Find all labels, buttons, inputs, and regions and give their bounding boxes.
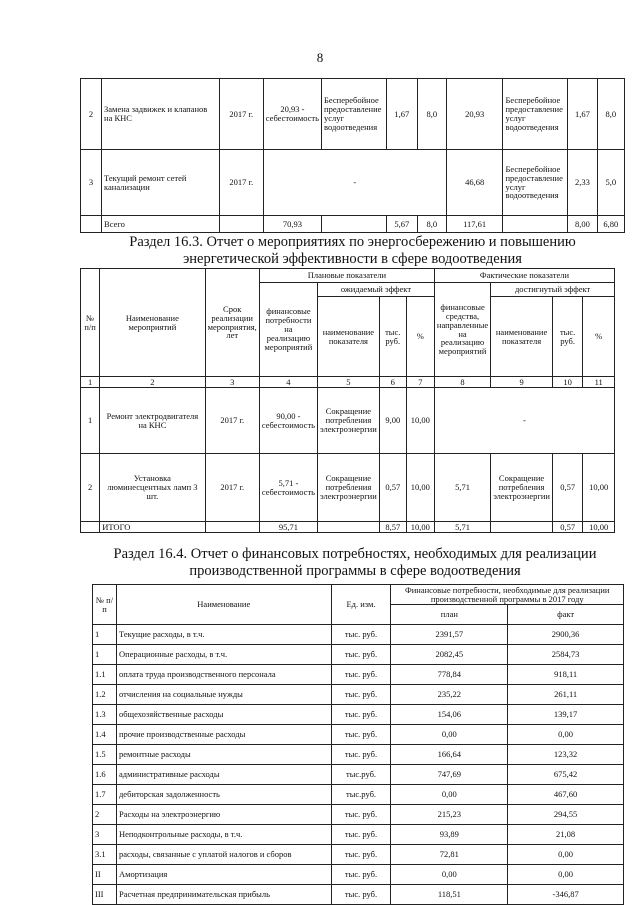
table-row: 1.5 ремонтные расходы тыс. руб. 166,64 123,32 (93, 745, 624, 765)
table-row: 1.2 отчисления на социальные нужды тыс. руб. 235,22 261,11 (93, 685, 624, 705)
section-16-4-title: Раздел 16.4. Отчет о финансовых потребностях, необходимых для реализации производственной программы в сфере водоотведения (113, 546, 597, 579)
table-row: III Расчетная предпринимательская прибыль тыс. руб. 118,51 -346,87 (93, 885, 624, 905)
table-row: 1 Операционные расходы, в т.ч. тыс. руб. 2082,45 2584,73 (93, 645, 624, 665)
table-row: 2 Замена задвижек и клапанов на КНС 2017 г. 20,93 - себестоимость Бесперебойное предоставление услуг водоотведения 1,67 8,0 20,93 Бесперебойное предоставление услуг водоотведения 1,67 8,0 (81, 79, 625, 150)
table-row: 3 Неподконтрольные расходы, в т.ч. тыс. руб. 93,89 21,08 (93, 825, 624, 845)
measures-table-continued (80, 78, 625, 233)
table-row: 1 Ремонт электродвигателя на КНС 2017 г. 90,00 - себестоимость Сокращение потребления электроэнергии 9,00 10,00 - (81, 388, 615, 454)
column-numbers-row: 1 2 3 4 5 6 7 8 9 10 11 (81, 377, 615, 388)
page-number: 8 (316, 50, 324, 65)
table-row: 1 Текущие расходы, в т.ч. тыс. руб. 2391,57 2900,36 (93, 625, 624, 645)
table-row: II Амортизация тыс. руб. 0,00 0,00 (93, 865, 624, 885)
table-row: 2 Расходы на электроэнергию тыс. руб. 215,23 294,55 (93, 805, 624, 825)
table-row: 1.6 административные расходы тыс.руб. 747,69 675,42 (93, 765, 624, 785)
total-row: Всего 70,93 5,67 8,0 117,61 8,00 6,80 (81, 216, 625, 233)
table-row: 1.3 общехозяйственные расходы тыс. руб. 154,06 139,17 (93, 705, 624, 725)
section-16-3-title: Раздел 16.3. Отчет о мероприятиях по энергосбережению и повышению энергетической эффективности в сфере водоотведения (129, 234, 576, 267)
financial-needs-table: № п/п Наименование Ед. изм. Финансовые потребности, необходимые для реализации производственной программы в 2017 году план факт 1 Текущие расходы, в т.ч. тыс. руб. 2391,57 2900,36 1 Операционные расходы, в т.ч. тыс. руб. 2082,45 2584,73 1.1 оплата труда производственного персонала тыс. руб. 778,84 918,11 1.2 отчисления на социальные нужды тыс. руб. 235,22 261,11 1.3 общехозяйственные расходы тыс. руб. 154,06 139,17 1.4 прочие производственные расходы тыс. руб. 0,00 0,00 1.5 ремонтные расходы тыс. руб. 166,64 123,32 1.6 административные расходы тыс.руб. 747,69 675,42 1.7 дебиторская задолженность тыс.руб. 0,00 467,60 2 Расходы на электроэнергию тыс. руб. 215,23 294,55 3 Неподконтрольные расходы, в т.ч. тыс. руб. 93,89 21,08 3.1 расходы, связанные с уплатой налогов и сборов тыс. руб. 72,81 0,00 II Амортизация тыс. руб. 0,00 0,00 III Расчетная предпринимательская прибыль тыс. руб. 118,51 -346,87 (92, 584, 624, 905)
table-row: 1.1 оплата труда производственного персонала тыс. руб. 778,84 918,11 (93, 665, 624, 685)
table-row: 1.7 дебиторская задолженность тыс.руб. 0,00 467,60 (93, 785, 624, 805)
table-row: 3 Текущий ремонт сетей канализации 2017 г. - 46,68 Бесперебойное предоставление услуг водоотведения 2,33 5,0 (81, 150, 625, 216)
table-row: 1.4 прочие производственные расходы тыс. руб. 0,00 0,00 (93, 725, 624, 745)
total-row: ИТОГО 95,71 8,57 10,00 5,71 0,57 10,00 (81, 522, 615, 533)
energy-saving-table: № п/п Наименование мероприятий Срок реализации мероприятия, лет Плановые показатели Фактические показатели финансовые потребности на реализацию мероприятий ожидаемый эффект финансовые средства, направленные на реализацию мероприятий достигнутый эффект наименование показателя тыс. руб. % наименование показателя тыс. руб. % 1 2 3 4 5 6 7 8 9 10 11 1 Ремонт электродвигателя на КНС 2017 г. 90,00 - себестоимость Сокращение потребления электроэнергии 9,00 10,00 - 2 Установка люминесцентных ламп 3 шт. 2017 г. 5,71 - себестоимость Сокращение потребления электроэнергии 0,57 10,00 5,71 Сокращение потребления электроэнергии 0,57 10,00 ИТОГО 95,71 8,57 10,00 5,71 0,57 10,00 (80, 268, 615, 533)
table-row: 2 Установка люминесцентных ламп 3 шт. 2017 г. 5,71 - себестоимость Сокращение потребления электроэнергии 0,57 10,00 5,71 Сокращение потребления электроэнергии 0,57 10,00 (81, 454, 615, 522)
table-row: 3.1 расходы, связанные с уплатой налогов и сборов тыс. руб. 72,81 0,00 (93, 845, 624, 865)
